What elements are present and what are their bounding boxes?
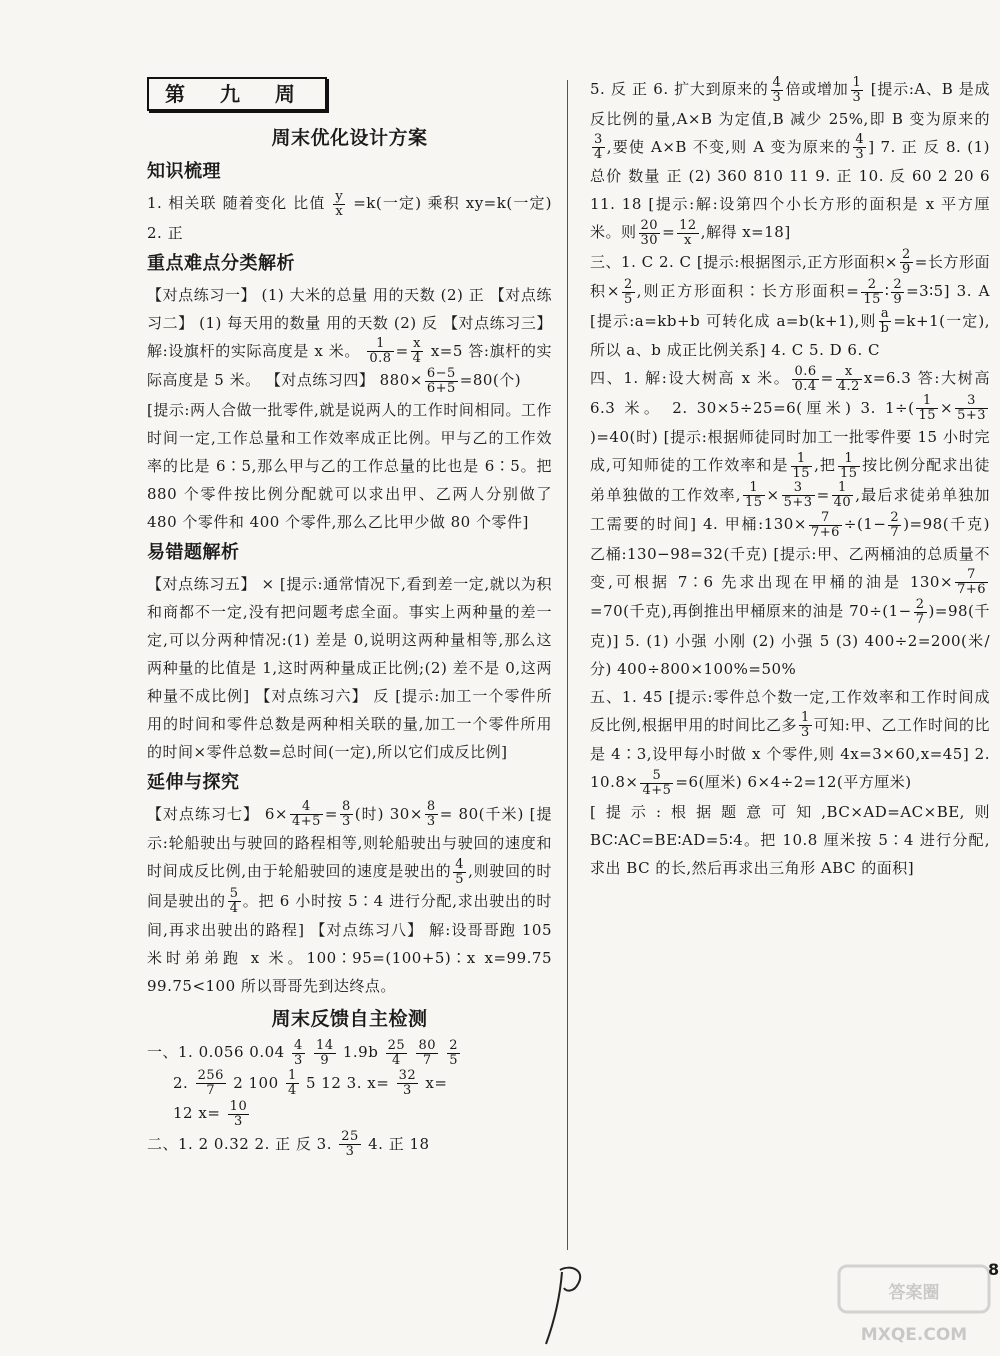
test-q1: 一、1. 0.056 0.04 $\frac{4}{3}$ $\frac{14}{9}$ 1.9b $\frac{25}{4}$ $\frac{80}{7}$ $\frac{2}{5}$ <box>147 1037 459 1068</box>
test-q4: 二、1. 2 0.32 2. 正 反 3. $\frac{25}{3}$ 4. 正 18 <box>147 1129 430 1159</box>
knowledge-text: 1. 相关联 随着变化 比值 $\frac{y}{x}$ =k(一定) 乘积 xy=k(一定) 2. 正 <box>147 188 552 242</box>
test-title: 周末反馈自主检测 <box>271 1008 428 1030</box>
svg-text:答案圈: 答案圈 <box>888 1283 940 1303</box>
hint-text: [提示:两人合做一批零件,就是说两人的工作时间相同。工作时间一定,工作总量和工作效率成正比例。甲与乙的工作效率的比是 6∶5,那么甲与乙的工作总量的比也是 6∶5。把 880 个零件按比例分配就可以求出甲、乙两人分别做了 480 个零件和 400 个零件,那么乙比甲少做 80 个零件] <box>147 400 552 531</box>
section-knowledge: 知识梳理 <box>147 161 221 182</box>
right-hint-final: [提示:根据题意可知,BC×AD=AC×BE,则 BC∶AC=BE∶AD=5∶4。把 10.8 厘米按 5∶4 进行分配,求出 BC 的长,然后再求出三角形 ABC 的面积] <box>590 802 990 877</box>
test-q3: 12 x= $\frac{10}{3}$ <box>173 1098 248 1129</box>
section-mistakes: 易错题解析 <box>147 541 240 563</box>
extension-text: 【对点练习七】 6× $\frac{4}{4+5}$ = $\frac{8}{3}$ (时) 30× $\frac{8}{3}$ = 80(千米) [提示:轮船驶出与驶回的路程相等,则轮船驶出与驶回的速度和时间成反比例,由于轮船驶回的速度是驶出的 $\frac{4}{5}$ ,则驶回的时间是驶出的 $\frac{5}{4}$ 。把 6 小时按 5∶4 进行分配,求出驶出的时间,再求出驶出的路程] 【对点练习八】 解:设哥哥跑 105 米时弟弟跑 x 米。100∶95=(100+5)∶x x=99.75 99.75<100 所以哥哥先到达终点。 <box>147 799 552 995</box>
page-number: 8 <box>988 1260 1000 1279</box>
section-extension: 延伸与探究 <box>147 771 240 793</box>
week-title: 第 九 周 <box>147 77 327 111</box>
column-divider <box>567 80 568 1250</box>
right-answers-5: 五、1. 45 [提示:零件总个数一定,工作效率和工作时间成反比例,根据甲用的时间比乙多 $\frac{1}{3}$ 可知:甲、乙工作时间的比是 4∶3,设甲每小时做 x 个零件,则 4x=3×60,x=45] 2. 10.8× $\frac{5}{4+5}$ =6(厘米) 6×4÷2=12(平方厘米) <box>590 687 990 798</box>
test-q2: 2. $\frac{256}{7}$ 2 100 $\frac{1}{4}$ 5 12 3. x= $\frac{32}{3}$ x= <box>173 1068 448 1098</box>
right-answers-1: 5. 反 正 6. 扩大到原来的 $\frac{4}{3}$ 倍或增加 $\frac{1}{3}$ [提示:A、B 是成反比例的量,A×B 为定值,B 减少 25%,即 B 变为原来的 $\frac{3}{4}$ ,要使 A×B 不变,则 A 变为原来的 $\frac{4}{3}$ ] 7. 正 反 8. (1) 总价 数量 正 (2) 360 810 11 9. 正 10. 反 60 2 20 6 11. 18 [提示:解:设第四个小长方形的面积是 x 平方厘米。则 $\frac{20}{30}$ = $\frac{12}{x}$ ,解得 x=18] <box>590 74 990 248</box>
handwritten-mark <box>540 1262 590 1347</box>
left-column <box>147 75 552 1160</box>
key-points-text: 【对点练习一】 (1) 大米的总量 用的天数 (2) 正 【对点练习二】 (1) 每天用的数量 用的天数 (2) 反 【对点练习三】 解:设旗杆的实际高度是 x 米。 $\frac{1}{0.8}$ = $\frac{x}{4}$ x=5 答:旗杆的实际高度是 5 米。 【对点练习四】 880× $\frac{6-5}{6+5}$ =80(个) <box>147 285 552 396</box>
section-key-points: 重点难点分类解析 <box>147 252 295 274</box>
mistakes-text: 【对点练习五】 × [提示:通常情况下,看到差一定,就以为积和商都不一定,没有把问题考虑全面。事实上两种量的差一定,可以分两种情况:(1) 差是 0,说明这两种量相等,那么这两种量的比值是 1,这时两种量成正比例;(2) 差不是 0,这两种量不成比例] 【对点练习六】 反 [提示:加工一个零件所用的时间和零件总数是两种相关联的量,加工一个零件所用的时间×零件总数=总时间(一定),所以它们成反比例] <box>147 574 552 761</box>
right-answers-4: 四、1. 解:设大树高 x 米。 $\frac{0.6}{0.4}$ = $\frac{x}{4.2}$ x=6.3 答:大树高 6.3 米。 2. 30×5÷25=6(厘米) 3. 1÷( $\frac{1}{15}$ × $\frac{3}{5+3}$ )=40(时) [提示:根据师徒同时加工一批零件要 15 小时完成,可知师徒的工作效率和是 $\frac{1}{15}$ ,把 $\frac{1}{15}$ 按比例分配求出徒弟单独做的工作效率, $\frac{1}{15}$ × $\frac{3}{5+3}$ = $\frac{1}{40}$ ,最后求徒弟单独加工需要的时间] 4. 甲桶:130× $\frac{7}{7+6}$ ÷(1− $\frac{2}{7}$ )=98(千克) 乙桶:130−98=32(千克) [提示:甲、乙两桶油的总质量不变,可根据 7∶6 先求出现在甲桶的油是 130× $\frac{7}{7+6}$ =70(千克),再倒推出甲桶原来的油是 70÷(1− $\frac{2}{7}$ )=98(千克)] 5. (1) 小强 小刚 (2) 小强 5 (3) 400÷2=200(米/分) 400÷800×100%=50% <box>590 363 991 678</box>
right-column <box>590 75 990 882</box>
svg-text:MXQE.COM: MXQE.COM <box>860 1325 968 1345</box>
fraction: $\frac{y}{x}$ <box>335 188 344 219</box>
plan-title: 周末优化设计方案 <box>271 127 428 149</box>
watermark-logo <box>835 1262 995 1352</box>
right-answers-3: 三、1. C 2. C [提示:根据图示,正方形面积× $\frac{2}{9}$ =长方形面积× $\frac{2}{5}$ ,则正方形面积∶长方形面积= $\frac{2}{15}$ ∶ $\frac{2}{9}$ =3∶5] 3. A [提示:a=kb+b 可转化成 a=b(k+1),则 $\frac{a}{b}$ =k+1(一定),所以 a、b 成正比例关系] 4. C 5. D 6. C <box>590 247 990 359</box>
